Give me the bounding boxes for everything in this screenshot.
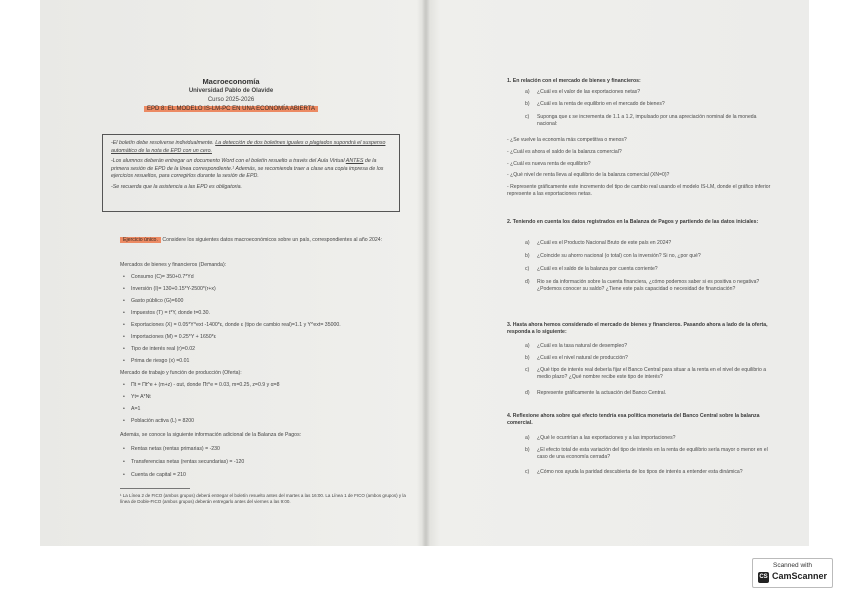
item-letter: d)	[525, 390, 530, 396]
camscanner-logo-icon: CS	[758, 572, 769, 583]
goods-item: • Consumo (C)= 350+0.7*Yd	[131, 274, 401, 281]
item-text: ¿Qué le ocurrirían a las exportaciones y a las importaciones?	[537, 435, 676, 441]
item-text: ¿Cuál es el valor de las exportaciones netas?	[537, 89, 641, 95]
question-1-item	[525, 89, 777, 96]
question-4-item	[525, 469, 777, 476]
goods-item: • Inversión (I)= 130+0.15*Y-2500*(r+x)	[131, 286, 401, 293]
badge-caption: Scanned with	[772, 562, 813, 569]
item-text: ¿Cuál es la tasa natural de desempleo?	[537, 343, 628, 349]
item-text: Rio se da información sobre la cuenta financiera, ¿cómo podemos saber si es positiva o negativa? ¿Podemos conocer su saldo? ¿Tiene este país capacidad o necesidad de financiación?	[537, 279, 760, 293]
notice-p1-text: -El boletín debe resolverse individualmente.	[111, 140, 216, 146]
labor-item: • A=1	[131, 406, 401, 413]
question-4-item	[525, 435, 777, 442]
item-letter: a)	[525, 89, 530, 95]
balance-item: • Rentas netas (rentas primarias) = -230	[131, 446, 401, 453]
camscanner-badge	[752, 558, 833, 588]
question-3-item	[525, 343, 777, 350]
university-name: Universidad Pablo de Olavide	[188, 88, 274, 94]
labor-heading: Mercado de trabajo y función de producción (Oferta):	[120, 370, 242, 376]
exercise-label: Ejercicio único.	[120, 237, 161, 243]
footnote: ¹ La Línea 2 de FICO (ambos grupos) deberá entregar el boletín resuelto antes del martes a las 16:00. La Línea 1 de FICO (ambos grupos) y la línea de Doble-FICO (ambos grupos) deberán entregarlo antes del viernes a las 9:00.	[120, 493, 406, 504]
item-text: ¿Cuál es el saldo de la balanza por cuenta corriente?	[537, 266, 658, 272]
instructions-box	[102, 134, 400, 212]
item-text: ¿Coincide su ahorro nacional (o total) con la inversión? Si no, ¿por qué?	[537, 253, 701, 259]
footnote-rule	[120, 488, 190, 489]
course-year: Curso 2025-2026	[207, 97, 255, 103]
notice-p2-text: -Los alumnos deberán entregar un documento Word con el boletín resuelto a través del Aula Virtual	[111, 158, 346, 165]
question-4-heading: 4. Reflexione ahora sobre qué efecto tendría esa política monetaria del Banco Central sobre la balanza comercial.	[507, 413, 760, 427]
balance-heading: Además, se conoce la siguiente información adicional de la Balanza de Pagos:	[120, 432, 302, 438]
question-3-item	[525, 390, 777, 397]
question-1-item	[525, 114, 777, 128]
question-3-item	[525, 367, 777, 381]
notice-paragraph-1	[111, 140, 391, 155]
item-letter: c)	[525, 114, 530, 120]
item-letter: c)	[525, 367, 530, 373]
document-title: Macroeconomía	[202, 77, 260, 86]
question-1-subitem: - ¿Cuál es nueva renta de equilibrio?	[507, 161, 591, 167]
question-1-subitem: - Represente gráficamente este incremento del tipo de cambio real usando el modelo IS-LM, donde el gráfico inferior represente a las exportaciones netas.	[507, 184, 771, 197]
question-2-item	[525, 266, 777, 273]
labor-item: • Yt= A*Nt	[131, 394, 401, 401]
goods-item: • Impuestos (T) = t*Y, donde t=0.30.	[131, 310, 401, 317]
item-text: ¿Cómo nos ayuda la paridad descubierta de los tipos de interés a entender esta dinámica?	[537, 469, 743, 475]
question-1-heading: 1. En relación con el mercado de bienes y financieros:	[507, 78, 641, 84]
goods-item: • Tipo de interés real (r)=0.02	[131, 346, 401, 353]
notice-paragraph-2	[111, 158, 391, 181]
balance-item: • Transferencias netas (rentas secundarias) = -120	[131, 459, 401, 466]
exercise-intro	[120, 237, 410, 244]
goods-item: • Exportaciones (X) = 0.05*Y^ext -1400*ε, donde ε (tipo de cambio real)=1.1 y Y^ext= 35000.	[131, 322, 401, 329]
notice-p2-end: de la primera sesión de EPD de la línea correspondiente.¹ Además, se recomienda traer a clase una copia impresa de los ejercicios resueltos, para corregirlos durante la sesión de EPD.	[111, 158, 384, 180]
question-2-heading: 2. Teniendo en cuenta los datos registrados en la Balanza de Pagos y partiendo de las datos iniciales:	[507, 219, 759, 225]
question-2-item	[525, 253, 777, 260]
item-text: ¿Cuál es el Producto Nacional Bruto de este país en 2024?	[537, 240, 672, 246]
labor-item: • Πt = Πt^e + (m+z) - αut, donde Πt^e = 0.03, m=0.25, z=0.9 y α=8	[131, 382, 401, 389]
page-fold	[422, 0, 430, 546]
epd-title-line	[40, 106, 422, 112]
goods-item: • Gasto público (G)=600	[131, 298, 401, 305]
item-letter: a)	[525, 435, 530, 441]
scanned-document	[40, 0, 809, 546]
item-letter: b)	[525, 355, 530, 361]
item-text: ¿El efecto total de esta variación del tipo de interés en la renta de equilibrio sería mayor o menor en el caso de una economía cerrada?	[537, 447, 768, 461]
item-letter: d)	[525, 279, 530, 285]
labor-item: • Población activa (L) = 8200	[131, 418, 401, 425]
item-text: Represente gráficamente la actuación del Banco Central.	[537, 390, 667, 396]
item-letter: b)	[525, 447, 530, 453]
balance-item: • Cuenta de capital = 210	[131, 472, 401, 479]
item-letter: b)	[525, 253, 530, 259]
item-letter: a)	[525, 240, 530, 246]
item-letter: c)	[525, 469, 530, 475]
question-4-item	[525, 447, 777, 461]
question-2-item	[525, 240, 777, 247]
left-page	[40, 0, 422, 546]
question-2-item	[525, 279, 777, 293]
goods-heading: Mercados de bienes y financieros (Demanda):	[120, 262, 227, 268]
goods-item: • Importaciones (M) = 0.25*Y + 1650*ε	[131, 334, 401, 341]
item-letter: b)	[525, 101, 530, 107]
item-letter: c)	[525, 266, 530, 272]
question-1-subitem: - ¿Cuál es ahora el saldo de la balanza comercial?	[507, 149, 622, 155]
item-text: ¿Qué tipo de interés real debería fijar el Banco Central para situar a la renta en el nivel de equilibrio a medio plazo? ¿Qué nombre recibe este tipo de interés?	[537, 367, 767, 381]
notice-p1-underlined: La detección de dos boletines iguales o plagiados supondrá el suspenso automático de la nota de EPD con un cero.	[111, 140, 386, 154]
item-text: ¿Cuál es la renta de equilibrio en el mercado de bienes?	[537, 101, 665, 107]
goods-item: • Prima de riesgo (x) =0.01	[131, 358, 401, 365]
notice-paragraph-3: -Se recuerda que la asistencia a las EPD es obligatoria.	[111, 183, 243, 190]
question-1-subitem: - ¿Qué nivel de renta lleva al equilibrio de la balanza comercial (XN=0)?	[507, 172, 670, 178]
notice-p2-underlined: ANTES	[345, 158, 364, 165]
right-page	[430, 0, 809, 546]
badge-brand-name: CamScanner	[772, 571, 828, 581]
exercise-intro-text: Considere los siguientes datos macroeconómicos sobre un país, correspondientes al año 2024:	[160, 237, 383, 243]
item-text: Suponga que ε se incrementa de 1.1 a 1.2, impulsado por una apreciación nominal de la moneda nacional:	[537, 114, 757, 128]
item-letter: a)	[525, 343, 530, 349]
item-text: ¿Cuál es el nivel natural de producción?	[537, 355, 628, 361]
question-1-subitem: - ¿Se vuelve la economía más competitiva o menos?	[507, 137, 627, 143]
question-3-item	[525, 355, 777, 362]
question-3-heading: 3. Hasta ahora hemos considerado el mercado de bienes y financieros. Pasando ahora a lado de la oferta, responda a lo siguiente:	[507, 322, 768, 336]
question-1-item	[525, 101, 777, 108]
epd-title: EPD 8: EL MODELO IS-LM-PC EN UNA ECONOMÍA ABIERTA	[144, 106, 318, 112]
